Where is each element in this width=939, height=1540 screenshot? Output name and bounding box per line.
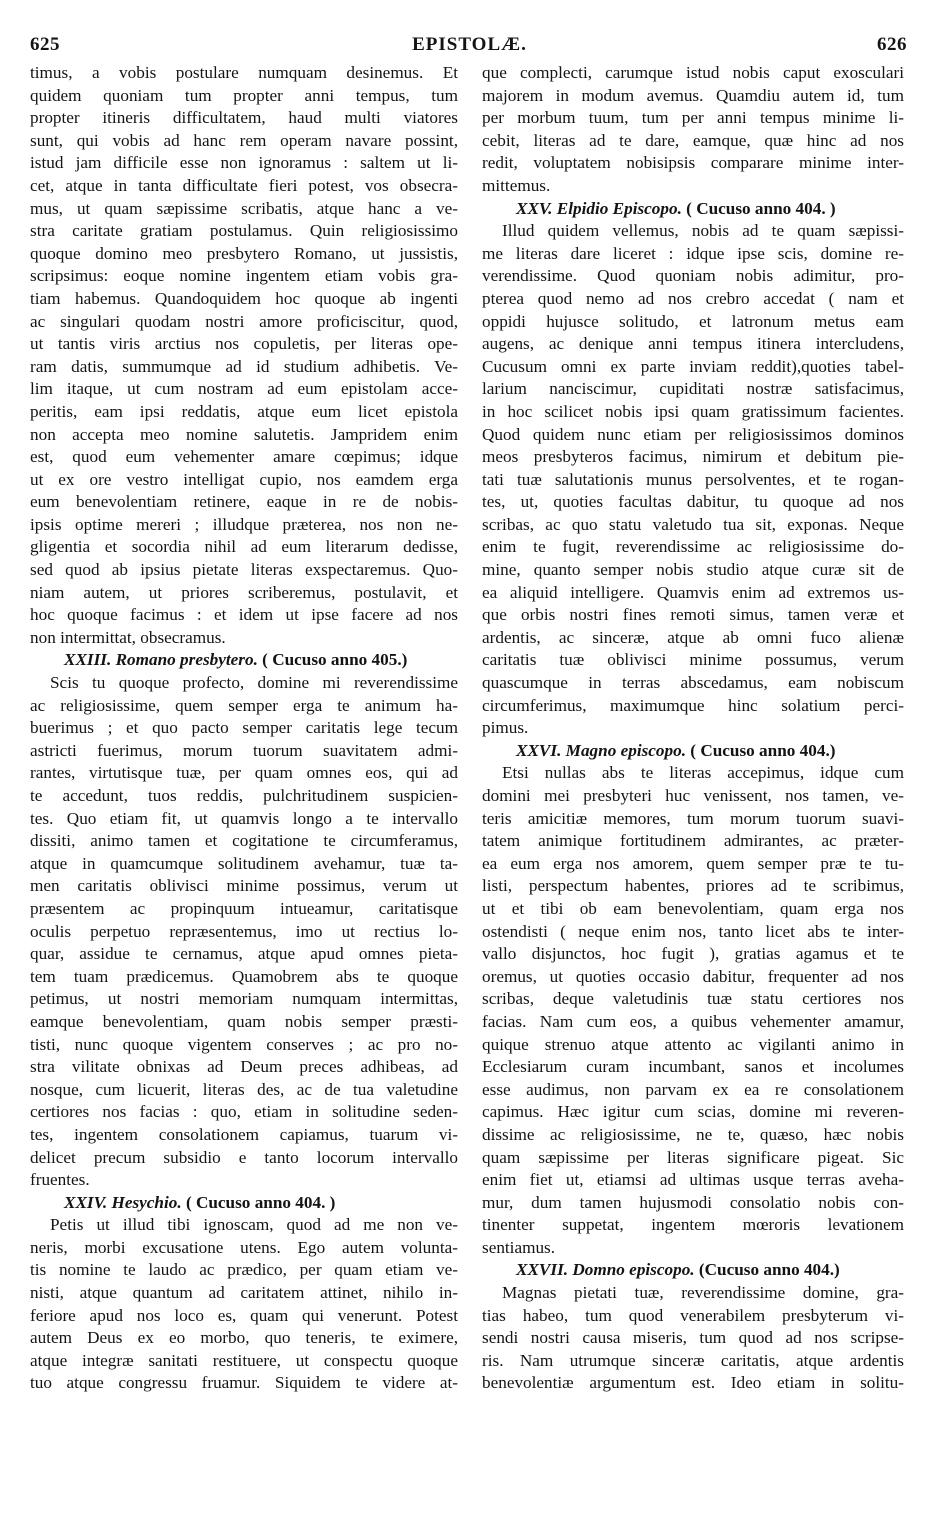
letter-heading-date: ( Cucuso anno 404. ) (181, 1192, 336, 1212)
text-line: niam autem, ut priores scriberemus, postulavit, et (30, 582, 458, 602)
text-line: mus, ut quam sæpissime scribatis, atque hanc a ve- (30, 198, 458, 218)
text-line: Scis tu quoque profecto, domine mi reverendissime (50, 673, 458, 693)
text-line: Petis ut illud tibi ignoscam, quod ad me non ve- (50, 1215, 458, 1235)
text-line: hoc quoque facimus : et idem ut ipse facere ad nos (30, 605, 458, 625)
page-number-right: 626 (877, 34, 907, 55)
right-text-column (482, 62, 904, 1395)
text-line: nisti, atque quantum ad caritatem attinet, nihilo in- (30, 1283, 458, 1303)
text-line: est, quod eum vehementer amare cœpimus; idque (30, 447, 458, 467)
text-line: Illud quidem vellemus, nobis ad te quam sæpissi- (502, 221, 904, 241)
text-line: tem tuam prædicemus. Quamobrem abs te quoque (30, 966, 458, 986)
text-line: Ecclesiarum curam incumbant, sanos et incolumes (482, 1057, 904, 1077)
text-line: larium nanciscimur, cupiditati nostræ satisfacimus, (482, 379, 904, 399)
text-line: ut et tibi ob eam benevolentiam, quam erga nos (482, 898, 904, 918)
text-line: cet, atque in tanta difficultate fieri potest, vos obsecra- (30, 175, 458, 195)
text-line: eamque benevolentiam, quam nobis semper præsti- (30, 1011, 458, 1031)
text-line: fruentes. (30, 1170, 90, 1190)
text-line: autem Deus ex eo morbo, quo teneris, te eximere, (30, 1328, 458, 1348)
page-number-left: 625 (30, 34, 60, 55)
text-line: redit, voluptatem nobisipsis comparare minime inter- (482, 153, 904, 173)
text-line: certiores nos facias : quo, etiam in solitudine seden- (30, 1102, 458, 1122)
text-line: ris. Nam utrumque sinceræ caritatis, atque ardentis (482, 1350, 904, 1370)
text-line: quascumque in terras abscedamus, eam nobiscum (482, 673, 904, 693)
letter-heading (482, 1259, 904, 1282)
text-line: oppidi hujusce solitudo, et latronum metus eam (482, 311, 904, 331)
letter-heading-title: XXVII. Domno episcopo. (516, 1260, 695, 1280)
text-line: facias. Nam cum eos, a quibus vehementer amamur, (482, 1011, 904, 1031)
letter-heading-date: ( Cucuso anno 404.) (686, 740, 836, 760)
text-line: gligentia et socordia nihil ad eum literarum dedisse, (30, 537, 458, 557)
letter-heading-date: (Cucuso anno 404.) (694, 1260, 840, 1280)
text-line: ut tantis viris arctius nos copuletis, per literas ope- (30, 334, 458, 354)
text-line: eum benevolentiam retinere, eaque in re de nobis- (30, 492, 458, 512)
letter-heading-date: ( Cucuso anno 404. ) (681, 198, 836, 218)
text-line: pimus. (482, 718, 529, 738)
text-line: timus, a vobis postulare numquam desinemus. Et (30, 63, 458, 82)
letter-heading-title: XXVI. Magno episcopo. (516, 740, 686, 760)
text-line: per morbum tuum, tum per anni tempus minime li- (482, 108, 904, 128)
text-line: Cucusum omni ex parte inviam reddit),quoties tabel- (482, 356, 904, 376)
text-line: rantes, virtutisque tuæ, per quam omnes eos, qui ad (30, 763, 458, 783)
text-line: tiam habemus. Quandoquidem hoc quoque ab ingenti (30, 288, 458, 308)
text-line: quar, assidue te cernamus, atque apud omnes pieta- (30, 944, 458, 964)
letter-heading (482, 740, 904, 763)
letter-heading-title: XXV. Elpidio Episcopo. (516, 198, 682, 218)
text-line: non intermittat, obsecramus. (30, 627, 226, 647)
text-line: petimus, ut nostri memoriam numquam intermittas, (30, 989, 458, 1009)
text-line: buerimus ; et quo pacto semper caritatis lege tecum (30, 718, 458, 738)
left-text-column (30, 62, 458, 1395)
letter-heading (482, 198, 904, 221)
text-line: que complecti, carumque istud nobis caput exosculari (482, 63, 904, 82)
text-line: sendi nostri causa miseris, tum quod ad nos scripse- (482, 1328, 904, 1348)
text-line: benevolentiæ argumentum est. Ideo etiam in solitu- (482, 1373, 904, 1393)
text-line: ac singulari quodam nostri amore proficiscitur, quod, (30, 311, 458, 331)
text-line: oremus, ut quoties occasio dabitur, frequenter ad nos (482, 966, 904, 986)
running-title: EPISTOLÆ. (412, 34, 527, 55)
text-line: lim itaque, ut cum nostram ad eum epistolam acce- (30, 379, 458, 399)
text-line: verendissime. Quod quoniam nobis adimitur, pro- (482, 266, 904, 286)
text-line: enim fiet ut, etiamsi ad ultimas usque terras aveha- (482, 1170, 904, 1190)
text-line: que orbis nostri fines remoti simus, tamen veræ et (482, 605, 904, 625)
letter-heading-title: XXIV. Hesychio. (64, 1192, 182, 1212)
text-line: mine, quanto semper nobis studio atque curæ sit de (482, 560, 904, 580)
text-line: te accedunt, tuos reddis, pulchritudinem suspicien- (30, 786, 458, 805)
text-line: quam sæpissime per literas significare pigeat. Sic (482, 1147, 904, 1167)
text-line: tati tuæ salutationis munus persolventes, et te rogan- (482, 469, 904, 489)
text-line: mittemus. (482, 175, 551, 195)
letter-heading-date: ( Cucuso anno 405.) (257, 650, 408, 670)
text-line: augens, ac denique anni tempus itinera intercludens, (482, 334, 904, 354)
text-line: tisti, nunc quoque vigentem conserves ; ac pro no- (30, 1034, 458, 1054)
letter-heading-title: XXIII. Romano presbytero. (64, 650, 258, 670)
text-line: istud jam difficile esse non ignoramus : saltem ut li- (30, 153, 458, 173)
text-line: tes, ut, quoties facultas dabitur, tu quoque ad nos (482, 492, 904, 512)
text-line: listi, perspectum habentes, priores ad te scribimus, (482, 876, 904, 896)
text-line: men caritatis oblivisci minime possimus, verum ut (30, 876, 458, 896)
text-line: tias habeo, tum quod venerabilem presbyterum vi- (482, 1305, 904, 1325)
text-line: vallo disjunctos, hoc fugit ), gratias agamus et te (482, 944, 904, 964)
text-line: tuo atque congressu fruamur. Siquidem te videre at- (30, 1373, 458, 1393)
text-line: domini mei presbyteri huc venissent, nos tamen, ve- (482, 786, 904, 805)
text-line: stra caritate gratiam postulamus. Quin religiosissimo (30, 221, 458, 241)
text-line: dissiti, animo tamen et cogitatione te circumferamus, (30, 831, 458, 851)
text-line: cebit, literas ad te dare, eamque, quæ hinc ad nos (482, 130, 904, 150)
text-line: pterea quod nemo ad nos crebro accedat ( nam et (482, 288, 904, 308)
text-line: sunt, qui vobis ad hanc rem operam navare possint, (30, 130, 458, 150)
text-line: astricti fuerimus, morum tuorum suavitatem admi- (30, 740, 458, 760)
text-line: teris amicitiæ memores, tum morum tuorum suavi- (482, 808, 904, 828)
text-line: nosque, cum licuerit, literas des, ac de tua valetudine (30, 1079, 458, 1099)
text-line: in hoc scilicet nobis ipsi quam gratissimum facientes. (482, 401, 904, 421)
text-line: capimus. Hæc igitur cum scias, domine mi reveren- (482, 1102, 904, 1122)
text-line: neris, morbi excusatione utens. Ego autem volunta- (30, 1237, 458, 1257)
text-line: quidem quoniam tum propter anni tempus, tum (30, 85, 458, 105)
text-line: atque in quamcumque solitudinem avehamur, tuæ ta- (30, 853, 458, 873)
text-line: tatem animique fortitudinem admirantes, ac præter- (482, 831, 904, 851)
text-line: tes, ingentem consolationem capiamus, tuarum vi- (30, 1124, 458, 1144)
letter-heading (30, 649, 458, 672)
text-line: dissime ac religiosissime, ne te, quæso, hæc nobis (482, 1124, 904, 1144)
text-line: scripsimus: eoque nomine ingentem etiam vobis gra- (30, 266, 458, 286)
text-line: præsentem ac propinquum intueamur, caritatisque (30, 898, 458, 918)
text-line: delicet precum subsidio e tanto locorum intervallo (30, 1147, 458, 1167)
text-line: ram datis, summumque ad id studium adhibetis. Ve- (30, 356, 458, 376)
text-line: ostendisti ( neque enim nos, tanto licet abs te inter- (482, 921, 904, 941)
text-line: mur, dum tamen hujusmodi consolatio nobis con- (482, 1192, 904, 1212)
text-line: me literas dare liceret : idque ipse scis, domine re- (482, 243, 904, 263)
text-line: tis nomine te laudo ac prædico, per quam etiam ve- (30, 1260, 458, 1280)
text-line: tes. Quo etiam fit, ut quamvis longo a te intervallo (30, 808, 458, 828)
text-line: ipsis optime mereri ; illudque præterea, nos non ne- (30, 514, 458, 534)
text-line: caritatis tuæ oblivisci minime possumus, verum (482, 650, 904, 670)
text-line: ardentis, ac sinceræ, atque ab omni fuco alienæ (482, 627, 904, 647)
text-line: quique strenuo atque attento ac vigilanti animo in (482, 1034, 904, 1054)
text-line: enim te fugit, reverendissime ac religiosissime do- (482, 537, 904, 557)
text-line: Etsi nullas abs te literas accepimus, idque cum (502, 763, 904, 783)
text-line: majorem in modum avemus. Quamdiu autem id, tum (482, 85, 904, 105)
text-line: quoque domino meo presbytero Romano, ut jussistis, (30, 243, 458, 263)
text-line: ut ex ore vestro intelligat cupio, nos eamdem erga (30, 469, 458, 489)
text-line: sentiamus. (482, 1237, 556, 1257)
text-line: atque integræ sanitati restituere, ut conspectu quoque (30, 1350, 458, 1370)
text-line: peritis, eam ipsi reddatis, atque eum licet epistola (30, 401, 458, 421)
text-line: propter itineris difficultatem, haud multi viatores (30, 108, 458, 128)
text-line: Quod quidem nunc etiam per religiosissimos dominos (482, 424, 904, 444)
text-line: stra vilitate obnixas ad Deum preces adhibeas, ad (30, 1057, 458, 1077)
text-line: scribas, ac quo statu valetudo tua sit, exponas. Neque (482, 514, 904, 534)
text-line: scribas, deque valetudinis tuæ statu certiores nos (482, 989, 904, 1009)
text-line: esse audimus, non parvam ex ea re consolationem (482, 1079, 904, 1099)
text-line: tinenter suppetat, ingentem mœroris levationem (482, 1215, 904, 1235)
text-line: oculis perpetuo repræsentemus, imo ut rectius lo- (30, 921, 458, 941)
text-line: sed quod ab ipsius pietate literas exspectaremus. Quo- (30, 560, 458, 580)
text-line: Magnas pietati tuæ, reverendissime domine, gra- (502, 1283, 904, 1303)
text-line: ac religiosissime, quem semper erga te animum ha- (30, 695, 458, 715)
letter-heading (30, 1192, 458, 1215)
text-line: meos presbyteros facimus, nimirum et debitum pie- (482, 447, 904, 467)
text-line: feriore apud nos loco es, quam qui venerunt. Potest (30, 1305, 458, 1325)
text-line: ea aliquid intelligere. Quamvis enim ad extremos us- (482, 582, 904, 602)
text-line: ea eum erga nos amorem, quem semper præ te tu- (482, 853, 904, 873)
text-line: non accepta meo nomine salutetis. Jampridem enim (30, 424, 458, 444)
text-line: circumferimus, maximumque hinc solatium perci- (482, 695, 904, 715)
